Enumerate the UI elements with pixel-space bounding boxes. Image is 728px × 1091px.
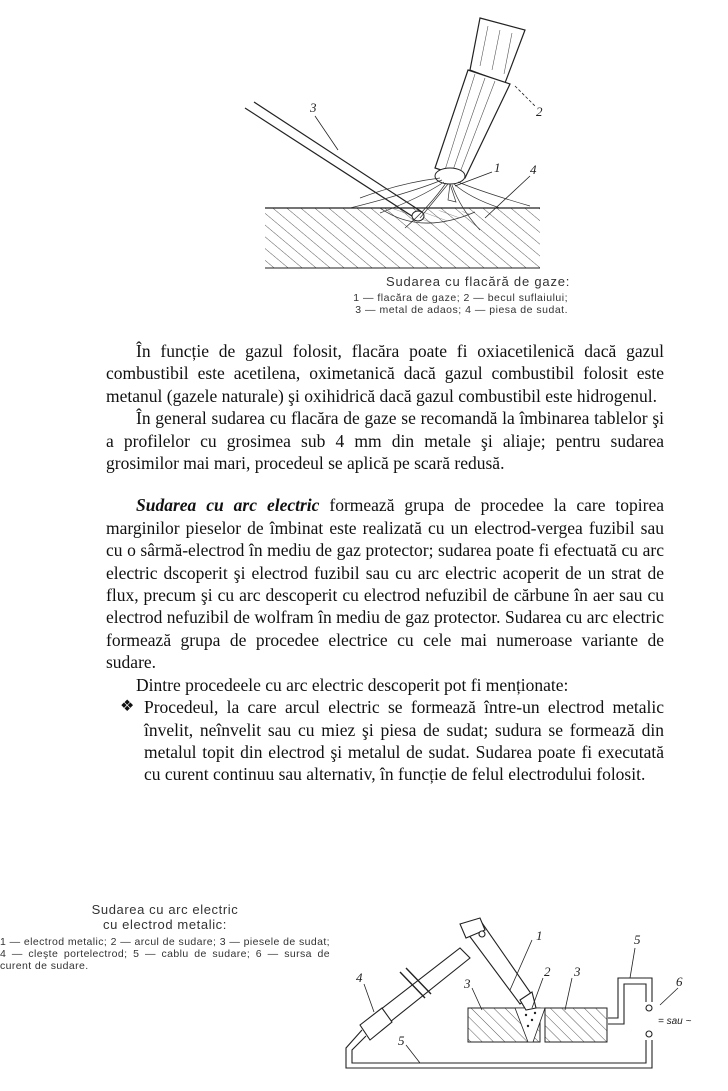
bullet-text: Procedeul, la care arcul electric se formează între-un electrod metalic învelit, neînvelit sau cu miez şi piesa de sudat; sudura se formează din metalul topit din electrod şi metalul de sudat. Sudarea poate fi executată cu curent continuu sau alternativ, în funcție de felul electrodului folosit. bbox=[144, 697, 664, 785]
figure2-label-3-left: 3 bbox=[464, 976, 471, 991]
arc-welding-description: formează grupa de procedee la care topirea marginilor pieselor de îmbinat este realizată cu un electrod-vergea fuzibil sau cu o sârmă-electrod în mediu de gaz protector; sudarea poate fi efectuată cu arc electric dscoperit şi electrod fuzibil sau cu arc electric acoperit de un strat de flux, precum şi cu arc descoperit cu electrod nefuzibil de cărbune în aer sau cu electrod nefuzibil de wolfram în mediu de gaz protector. Sudarea cu arc electric formează grupa de procedee electrice cu cele mai numeroase variante de sudare. bbox=[106, 495, 664, 673]
figure1-label-4: 4 bbox=[530, 162, 537, 177]
figure2-caption-line: cu electrod metalic: bbox=[103, 917, 227, 932]
list-item bbox=[120, 696, 664, 786]
body-text bbox=[106, 340, 664, 786]
figure2-caption-legend: 1 — electrod metalic; 2 — arcul de sudare; 3 — piesele de sudat; 4 — cleşte portelectrod; 5 — cablu de sudare; 6 — sursa de curent de sudare. bbox=[0, 936, 330, 972]
filler-rod-shape bbox=[245, 102, 424, 221]
figure2-caption-title bbox=[0, 902, 330, 932]
figure2-label-1: 1 bbox=[536, 928, 543, 943]
paragraph-arc-intro: Dintre procedeele cu arc electric descoperit pot fi menționate: bbox=[136, 674, 569, 695]
arc-welding-figure bbox=[340, 900, 728, 1085]
figure2-label-6: 6 bbox=[676, 974, 683, 989]
figure2-label-4: 4 bbox=[356, 970, 363, 985]
paragraph-flame-usage: În general sudarea cu flacăra de gaze se recomandă la îmbinarea tablelor şi a profilelor cu grosimea sub 4 mm din metale şi aliaje; pentru sudarea grosimilor mai mari, procedeul se aplică pe scară redusă. bbox=[106, 408, 664, 474]
current-source-label: = sau ~ bbox=[658, 1016, 692, 1027]
figure1-label-1: 1 bbox=[494, 160, 501, 175]
figure2-label-2: 2 bbox=[544, 964, 551, 979]
diamond-bullet-icon: ❖ bbox=[120, 698, 135, 716]
figure1-caption-title: Sudarea cu flacără de gaze: bbox=[386, 274, 571, 289]
torch-nozzle-shape bbox=[435, 18, 525, 184]
figure1-legend-line: 1 — flacăra de gaze; 2 — becul suflaiului; bbox=[353, 292, 568, 304]
paragraph-flame-types: În funcție de gazul folosit, flacăra poate fi oxiacetilenică dacă gazul combustibil este acetilena, oximetanică dacă gazul combustibil folosit este metanul (gazele naturale) şi oxihidrică dacă gazul combustibil este hidrogenul. bbox=[106, 341, 664, 406]
figure1-caption-legend bbox=[228, 292, 568, 316]
arc-welding-term: Sudarea cu arc electric bbox=[136, 495, 320, 516]
figure1-label-3: 3 bbox=[310, 100, 317, 115]
figure1-legend-line: 3 — metal de adaos; 4 — piesa de sudat. bbox=[355, 304, 568, 316]
figure1-label-2: 2 bbox=[536, 104, 543, 119]
workpieces-shape bbox=[468, 1008, 607, 1042]
gas-welding-figure bbox=[230, 8, 570, 273]
workpiece-shape bbox=[265, 208, 540, 268]
figure2-label-5-top: 5 bbox=[634, 932, 641, 947]
figure2-label-3-right: 3 bbox=[574, 964, 581, 979]
figure2-label-5-bottom: 5 bbox=[398, 1033, 405, 1048]
figure2-caption-line: Sudarea cu arc electric bbox=[91, 902, 239, 917]
paragraph-arc-welding bbox=[106, 494, 664, 673]
